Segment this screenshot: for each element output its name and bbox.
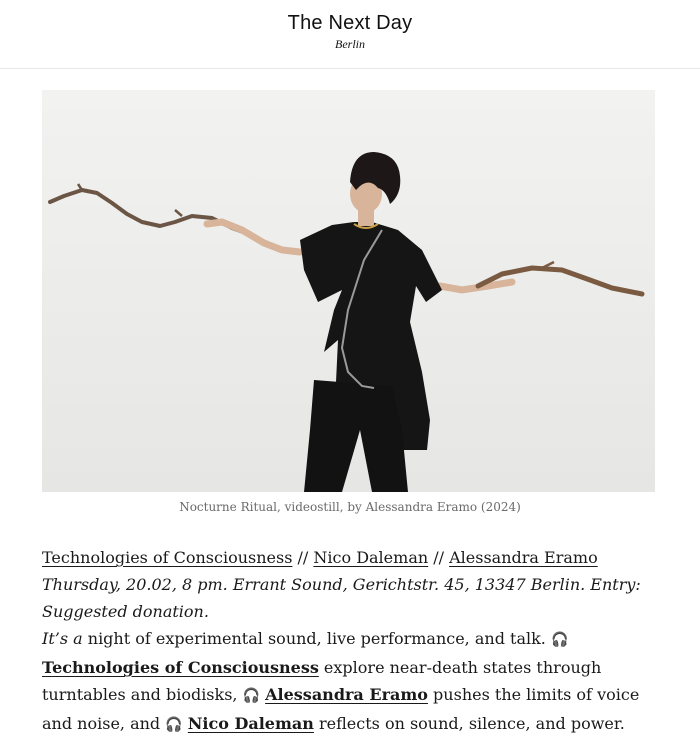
link-nico-daleman-bold[interactable]: Nico Daleman xyxy=(187,714,314,733)
event-details: Thursday, 20.02, 8 pm. Errant Sound, Gerichtstr. 45, 13347 Berlin. Entry: Suggested donation. xyxy=(42,575,641,621)
toc-text: explore near-death states through turntables and biodisks, xyxy=(42,658,602,704)
article-body xyxy=(42,544,658,739)
headphones-icon: 🎧 xyxy=(550,632,569,648)
headline-separator: // xyxy=(428,548,450,567)
photo-caption: Nocturne Ritual, videostill, by Alessandra Eramo (2024) xyxy=(179,500,521,514)
performer-photo-illustration xyxy=(42,90,655,492)
event-description xyxy=(42,625,658,739)
site-header xyxy=(0,0,700,69)
link-technologies-of-consciousness[interactable]: Technologies of Consciousness xyxy=(42,548,293,567)
link-alessandra-eramo-bold[interactable]: Alessandra Eramo xyxy=(265,685,428,704)
link-nico-daleman[interactable]: Nico Daleman xyxy=(313,548,429,567)
link-technologies-of-consciousness-bold[interactable]: Technologies of Consciousness xyxy=(42,658,319,677)
site-title-link[interactable]: The Next Day xyxy=(287,12,413,34)
headphones-icon: 🎧 xyxy=(165,717,183,733)
link-alessandra-eramo[interactable]: Alessandra Eramo xyxy=(449,548,598,567)
headline-separator: // xyxy=(292,548,314,567)
intro-italic: It’s a xyxy=(42,629,83,648)
event-photo xyxy=(42,90,655,492)
intro-text: night of experimental sound, live performance, and talk. xyxy=(82,629,551,648)
eramo-text: pushes the limits of voice and noise, and xyxy=(42,685,640,733)
headphones-icon: 🎧 xyxy=(242,688,261,704)
event-headline xyxy=(42,544,658,571)
daleman-text: reflects on sound, silence, and power. xyxy=(313,714,625,733)
site-subtitle: Berlin xyxy=(335,37,365,51)
